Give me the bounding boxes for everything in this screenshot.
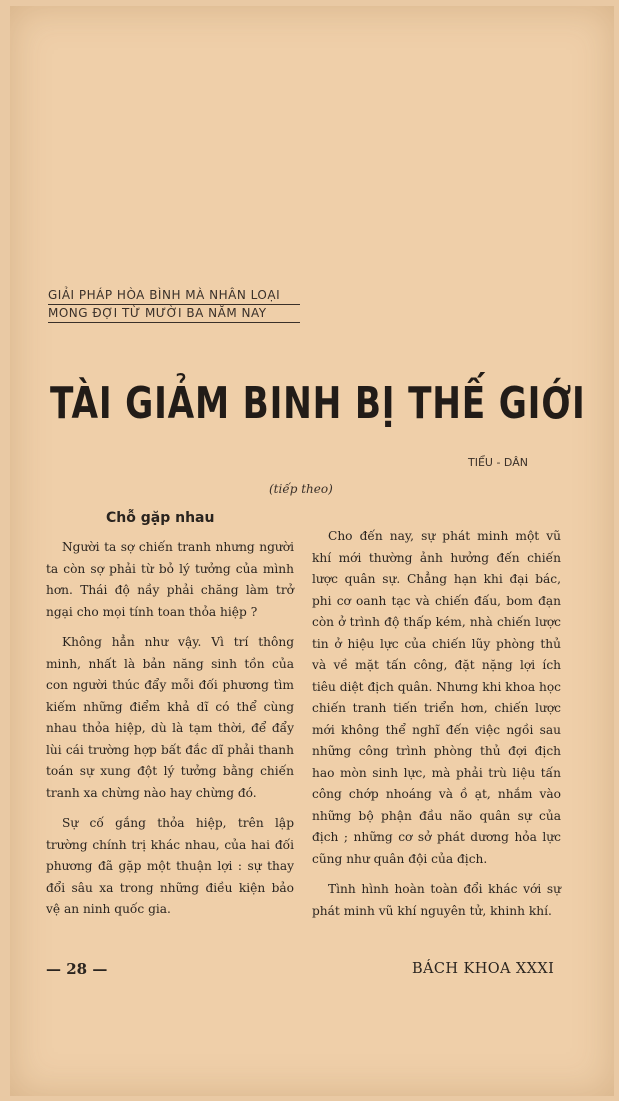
page-number: — 28 — [46,960,108,978]
article-author: TIỂU - DÂN [468,456,528,469]
section-heading: Chỗ gặp nhau [106,510,215,526]
continuation-note: (tiếp theo) [269,482,333,496]
kicker-line-2: MONG ĐỢI TỪ MƯỜI BA NĂM NAY [48,305,300,323]
paragraph: Không hẳn như vậy. Vì trí thông minh, nhất là bản năng sinh tồn của con người thúc đẩy mỗi đối phương tìm kiếm những điểm khả dĩ có thể cùng nhau thỏa hiệp, dù là tạm thời, để đẩy lùi cái trường hợp bất đắc dĩ phải thanh toán sự xung đột lý tưởng bằng chiến tranh xa chừng nào hay chừng đó. [46,635,294,800]
magazine-name: BÁCH KHOA XXXI [412,961,555,977]
left-column [46,537,294,930]
article-title: TÀI GIẢM BINH BỊ THẾ GIỚI [50,378,586,429]
paragraph: Tình hình hoàn toàn đổi khác với sự phát minh vũ khí nguyên tử, khinh khí. [312,882,561,918]
article-kicker [48,287,300,323]
right-column [312,526,561,931]
paragraph: Cho đến nay, sự phát minh một vũ khí mới thường ảnh hưởng đến chiến lược quân sự. Chẳng hạn khi đại bác, phi cơ oanh tạc và chiến đấu, bom đạn còn ở trình độ thấp kém, nhà chiến lược tin ở hiệu lực của chiến lũy phòng thủ và về mặt tấn công, đặt nặng lợi ích tiêu diệt địch quân. Nhưng khi khoa học chiến tranh tiến triển hơn, chiến lược mới không thể nghĩ đến việc ngồi sau những công trình phòng thủ đợi địch hao mòn sinh lực, mà phải trù liệu tấn công chớp nhoáng và ồ ạt, nhắm vào những bộ phận đầu não quân sự của địch ; những cơ sở phát dương hỏa lực cũng như quân đội của địch. [312,529,561,866]
paragraph: Sự cố gắng thỏa hiệp, trên lập trường chính trị khác nhau, của hai đối phương đã gặp một thuận lợi : sự thay đổi sâu xa trong những điều kiện bảo vệ an ninh quốc gia. [46,816,294,916]
kicker-line-1: GIẢI PHÁP HÒA BÌNH MÀ NHÂN LOẠI [48,287,300,305]
paragraph: Người ta sợ chiến tranh nhưng người ta còn sợ phải từ bỏ lý tưởng của mình hơn. Thái độ nầy phải chăng làm trở ngại cho mọi tính toan thỏa hiệp ? [46,540,294,619]
